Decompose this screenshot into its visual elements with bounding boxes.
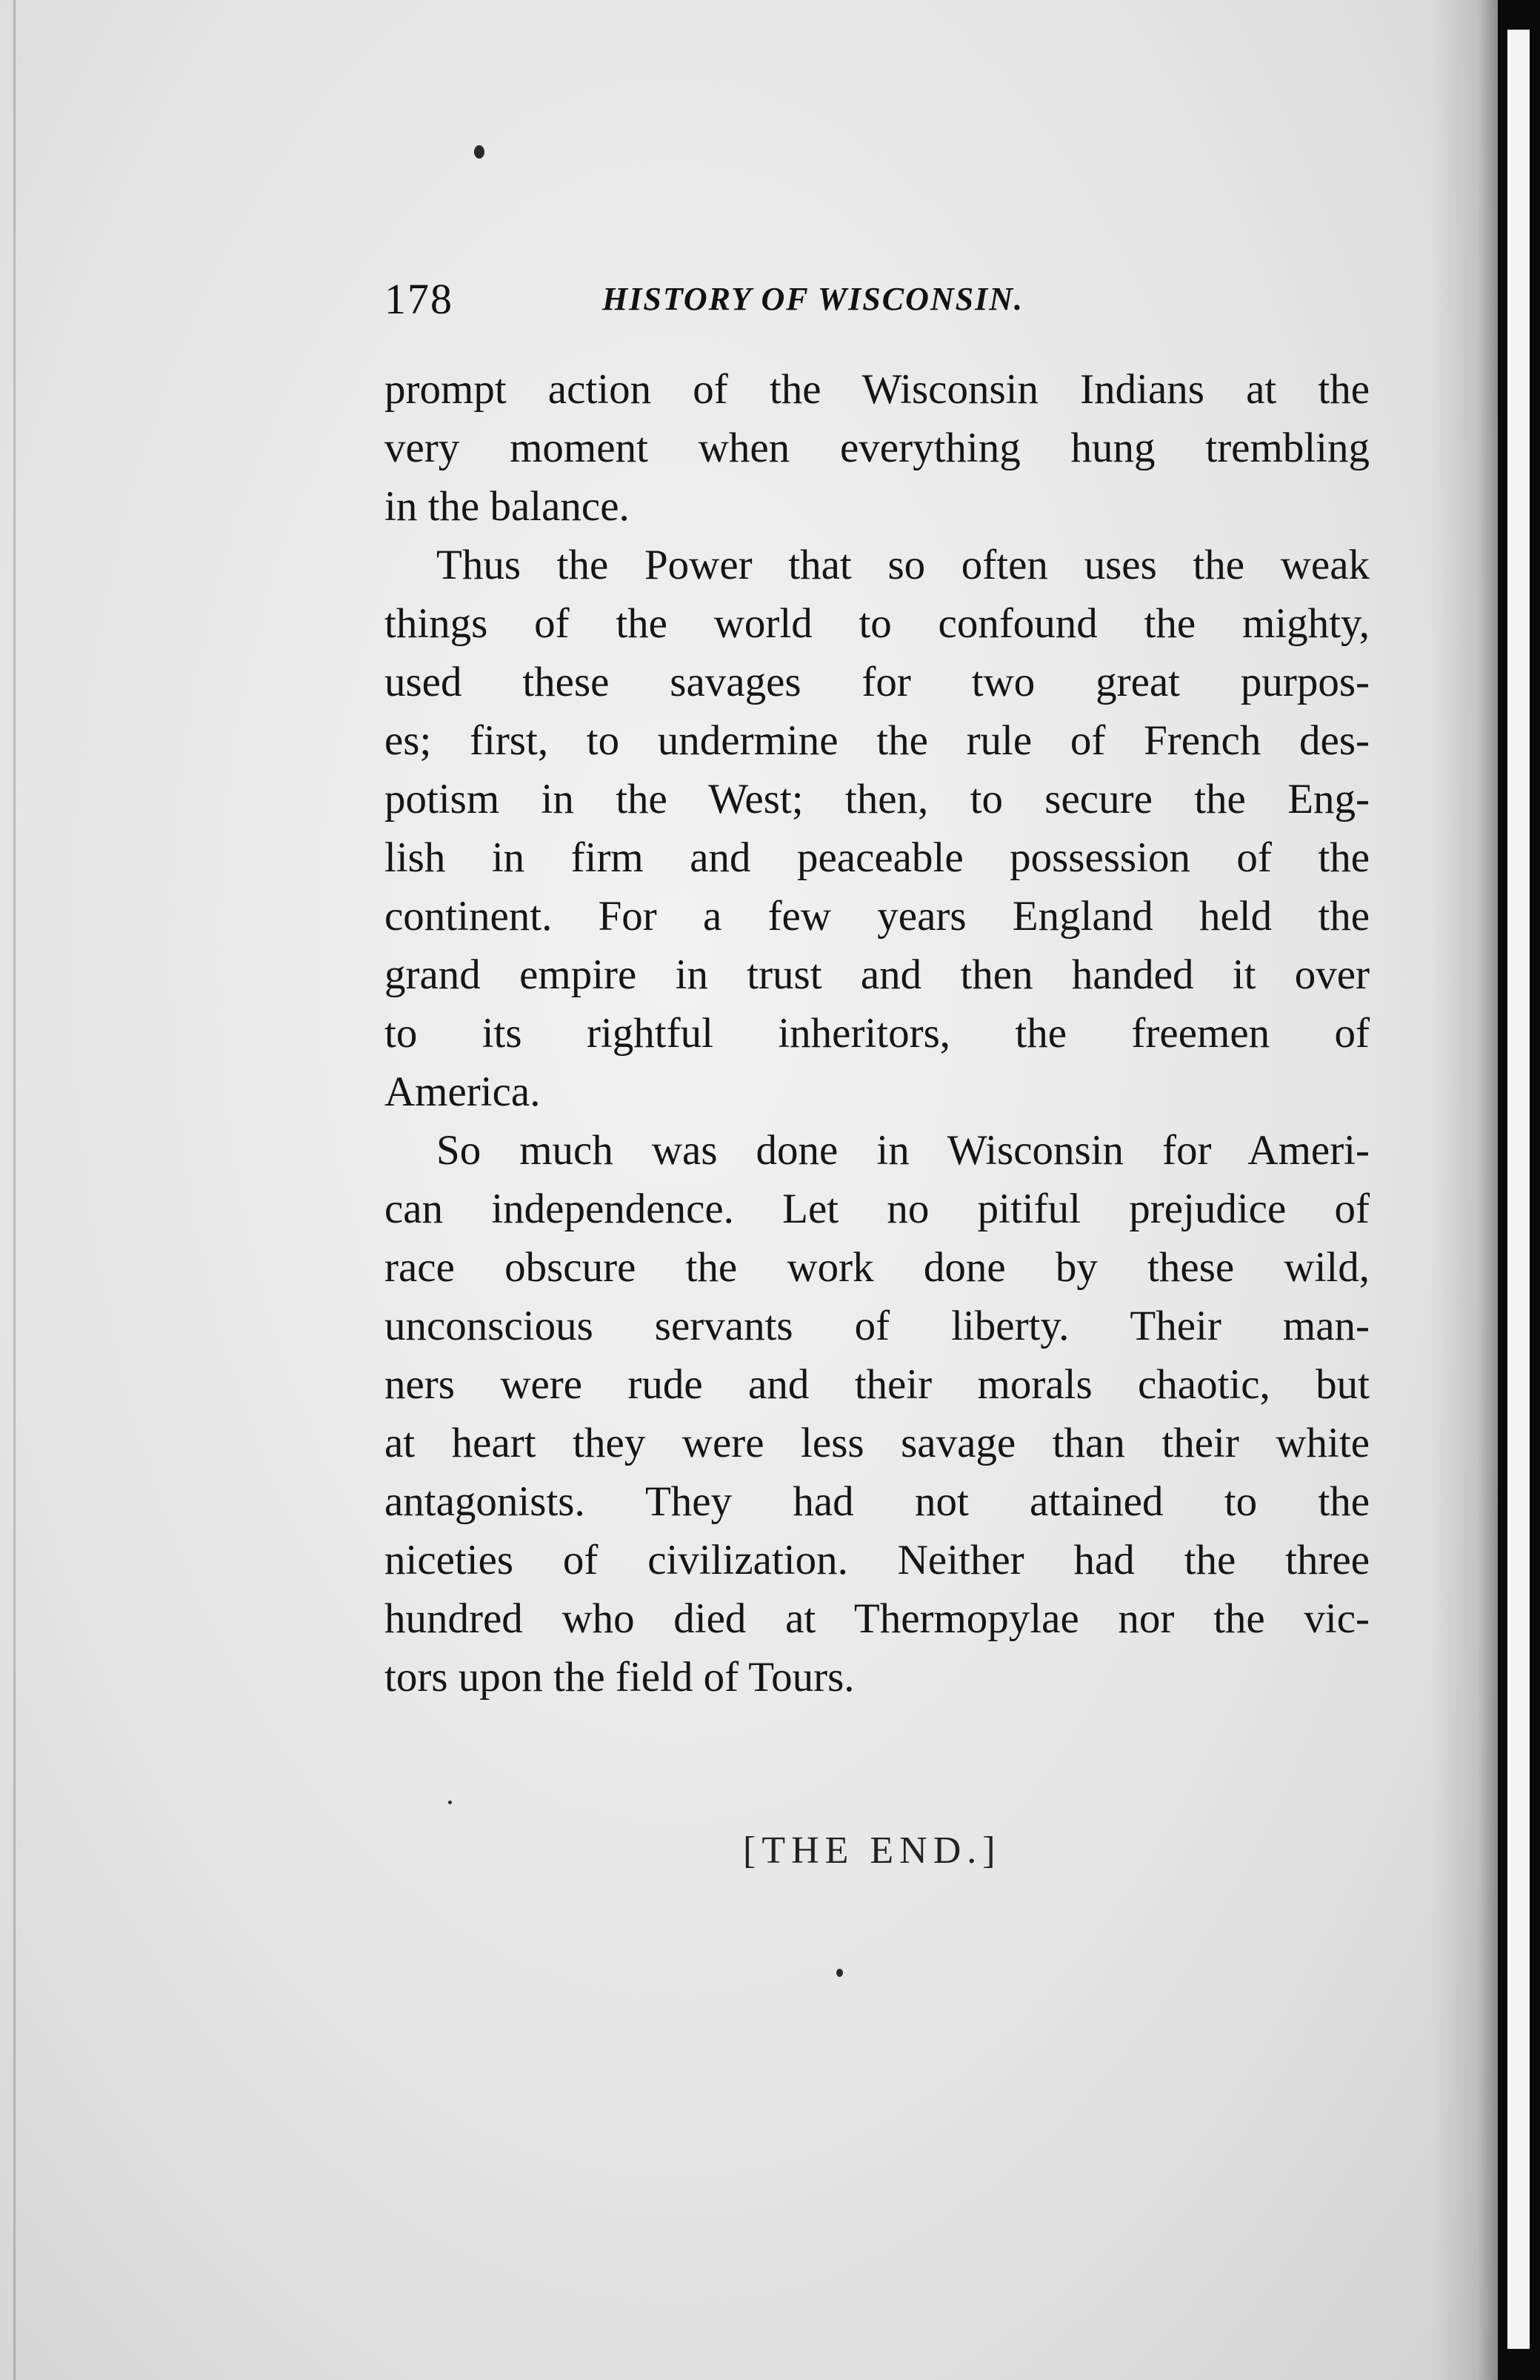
body-text (384, 360, 1370, 1706)
text-line: Thus the Power that so often uses the weak (436, 542, 1370, 588)
text-line: antagonists. They had not attained to the (384, 1478, 1370, 1525)
text-line: es; first, to undermine the rule of French des- (384, 717, 1370, 764)
paragraph-3 (384, 1121, 1370, 1706)
text-line: in the balance. (384, 483, 630, 530)
ink-speck (448, 1801, 452, 1804)
text-line: hundred who died at Thermopylae nor the vic- (384, 1595, 1370, 1642)
running-head (384, 274, 1370, 333)
page-edge-shadow (1431, 0, 1498, 2380)
text-line: to its rightful inheritors, the freemen of (384, 1010, 1370, 1057)
the-end-marker: [THE END.] (743, 1829, 1001, 1872)
text-line: at heart they were less savage than their white (384, 1420, 1370, 1466)
paragraph-2 (384, 536, 1370, 1121)
running-title: HISTORY OF WISCONSIN. (602, 281, 1024, 317)
ink-speck (474, 145, 484, 159)
text-line: unconscious servants of liberty. Their man- (384, 1303, 1370, 1349)
text-line: things of the world to confound the mighty, (384, 600, 1370, 647)
text-line: niceties of civilization. Neither had the three (384, 1537, 1370, 1583)
next-page-edge (1507, 30, 1530, 2349)
text-line: grand empire in trust and then handed it over (384, 951, 1370, 998)
text-line: potism in the West; then, to secure the Eng- (384, 776, 1370, 822)
text-line: used these savages for two great purpos- (384, 659, 1370, 705)
text-line: So much was done in Wisconsin for Ameri- (436, 1127, 1370, 1174)
page-gutter-line (13, 0, 16, 2380)
text-line: America. (384, 1068, 541, 1115)
text-line: ners were rude and their morals chaotic, but (384, 1361, 1370, 1408)
text-line: prompt action of the Wisconsin Indians at the (384, 366, 1370, 413)
ink-speck (836, 1969, 843, 1977)
text-line: tors upon the field of Tours. (384, 1654, 855, 1701)
text-line: very moment when everything hung trembling (384, 425, 1370, 471)
text-line: lish in firm and peaceable possession of the (384, 834, 1370, 881)
text-line: race obscure the work done by these wild, (384, 1244, 1370, 1291)
text-line: can independence. Let no pitiful prejudice of (384, 1186, 1370, 1232)
page-number: 178 (384, 275, 453, 323)
paragraph-1 (384, 360, 1370, 536)
text-line: continent. For a few years England held the (384, 893, 1370, 940)
